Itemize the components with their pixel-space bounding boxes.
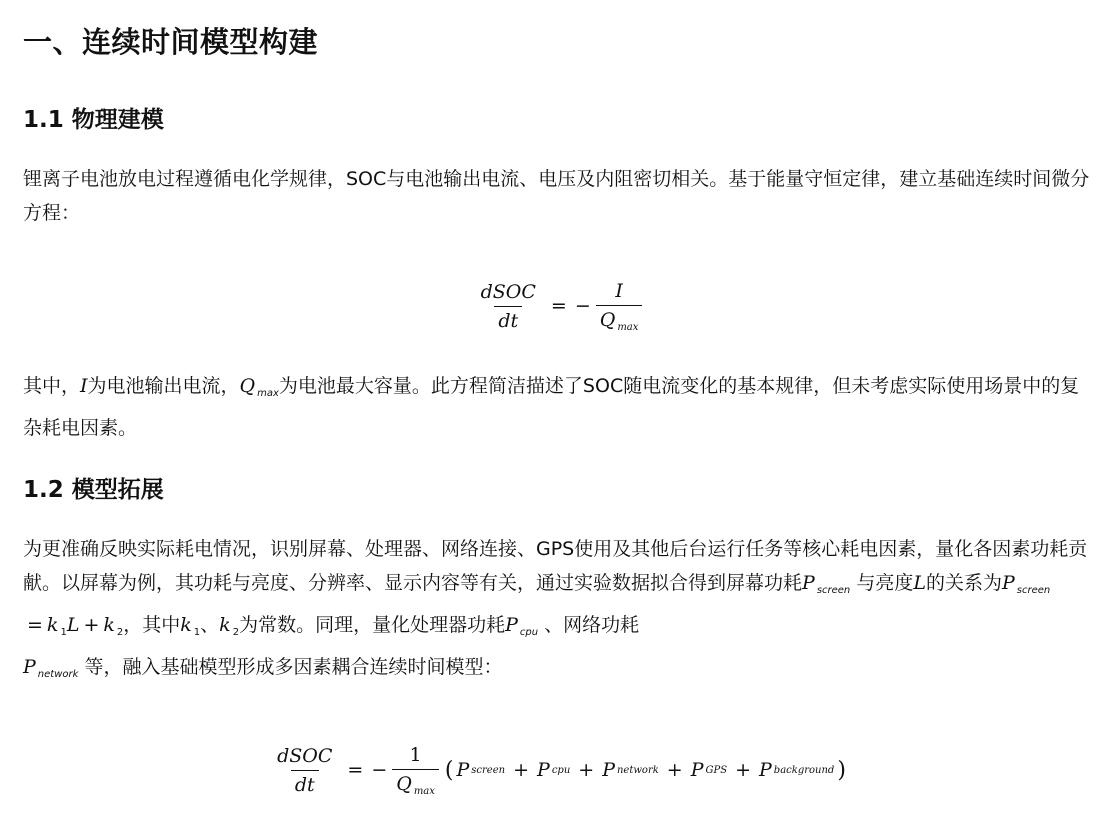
eq1-rhs-fraction (596, 280, 643, 333)
eq1-minus: − (574, 295, 591, 317)
eq1-q-subscript: max (617, 321, 639, 333)
main-heading: 一、连续时间模型构建 (23, 25, 319, 59)
eq2-coef-den (392, 769, 439, 797)
eq1-rhs-num: I (615, 279, 623, 302)
eq2-coef-fraction (392, 744, 439, 797)
const-k2-subscript: 2 (232, 627, 240, 638)
symbol-p-cpu: P (505, 614, 518, 636)
equation-basic (23, 274, 1096, 338)
p3-text-1: 为更准确反映实际耗电情况，识别屏幕、处理器、网络连接、GPS使用及其他后台运行任务等核心耗电因素，量化各因素功耗贡献。以屏幕为例，其功耗与亮度、分辨率、显示内容等有关，通过实验数据拟合得到屏幕功耗 (23, 538, 1088, 594)
section-1-title: 1.1 物理建模 (23, 107, 164, 133)
p3-text-7: 、网络功耗 (544, 614, 640, 636)
p2-text-2: 为电池输出电流， (87, 375, 240, 397)
subscript-cpu: cpu (519, 627, 539, 638)
p3-text-3: 的关系为 (925, 572, 1002, 594)
relation-k2: k (103, 614, 115, 636)
eq2-lhs-fraction (273, 745, 336, 796)
eq2-equals: = (347, 759, 364, 781)
eq2-plus-3: + (666, 759, 683, 781)
relation-k1: k (46, 614, 59, 636)
p3-text-8: 等，融入基础模型形成多因素耦合连续时间模型： (84, 656, 503, 678)
eq2-sub-cpu: cpu (551, 764, 571, 776)
relation-p: P (1001, 572, 1015, 594)
eq2-p-network: P (602, 759, 615, 781)
eq2-sub-gps: GPS (705, 764, 728, 776)
const-k1-subscript: 1 (193, 627, 201, 638)
symbol-q: Q (239, 375, 256, 397)
relation-l: L (66, 614, 80, 636)
eq2-plus-4: + (735, 759, 751, 781)
relation-plus: + (83, 614, 100, 636)
relation-k2-subscript: 2 (116, 627, 124, 638)
eq2-one: 1 (409, 743, 422, 766)
symbol-p-network: P (23, 656, 36, 678)
eq2-minus: − (371, 759, 388, 781)
eq2-lhs-num: dSOC (277, 744, 333, 767)
eq1-q-symbol: Q (599, 308, 616, 331)
eq1-rhs-den (596, 305, 643, 333)
p3-text-2: 与亮度 (856, 572, 914, 594)
relation-subscript-screen: screen (1016, 585, 1051, 596)
symbol-p-screen: P (802, 572, 815, 594)
section-1-paragraph-1: 锂离子电池放电过程遵循电化学规律，SOC与电池输出电流、电压及内阻密切相关。基于能量守恒定律，建立基础连续时间微分方程： (23, 168, 1090, 224)
section-1-paragraph-2 (23, 369, 1096, 445)
relation-k1-subscript: 1 (60, 627, 67, 638)
p3-text-6: 为常数。同理，量化处理器功耗 (239, 614, 506, 636)
const-k1: k (180, 614, 192, 636)
subscript-screen: screen (816, 585, 851, 596)
p2-text-1: 其中， (23, 375, 81, 397)
symbol-l: L (913, 572, 926, 594)
eq2-lhs-den: dt (291, 770, 319, 796)
eq2-p-gps: P (690, 759, 704, 781)
relation-equals: = (27, 614, 43, 636)
eq2-p-screen: P (456, 759, 470, 781)
eq1-lhs-fraction (477, 281, 540, 332)
eq2-sub-screen: screen (471, 764, 506, 776)
p3-text-4: ，其中 (123, 614, 181, 636)
eq1-lhs-num: dSOC (480, 280, 536, 303)
eq2-left-paren: ( (444, 757, 454, 783)
p2-text-3: 为电池最大容量。此方程简洁描述了SOC随电流变化的基本规律，但未考虑实际使用场景中的复杂耗电因素。 (23, 375, 1080, 439)
eq2-p-cpu: P (537, 759, 550, 781)
eq2-q-symbol: Q (396, 772, 412, 795)
eq2-q-subscript: max (413, 785, 435, 797)
eq2-p-background: P (759, 759, 772, 781)
eq2-sub-network: network (616, 764, 659, 776)
symbol-q-subscript: max (257, 388, 279, 399)
eq1-equals: = (550, 295, 567, 317)
subscript-network: network (37, 669, 79, 680)
equation-coupled (23, 738, 1096, 802)
section-2-paragraph (23, 532, 1096, 692)
eq2-right-paren: ) (837, 757, 846, 783)
eq2-plus-2: + (578, 759, 595, 781)
symbol-i: I (80, 375, 88, 397)
const-k2: k (219, 614, 231, 636)
eq1-lhs-den: dt (494, 306, 522, 332)
section-2-title: 1.2 模型拓展 (23, 477, 164, 503)
p3-text-5: 、 (200, 614, 220, 636)
eq2-sub-background: background (773, 764, 835, 776)
eq2-plus-1: + (513, 759, 530, 781)
